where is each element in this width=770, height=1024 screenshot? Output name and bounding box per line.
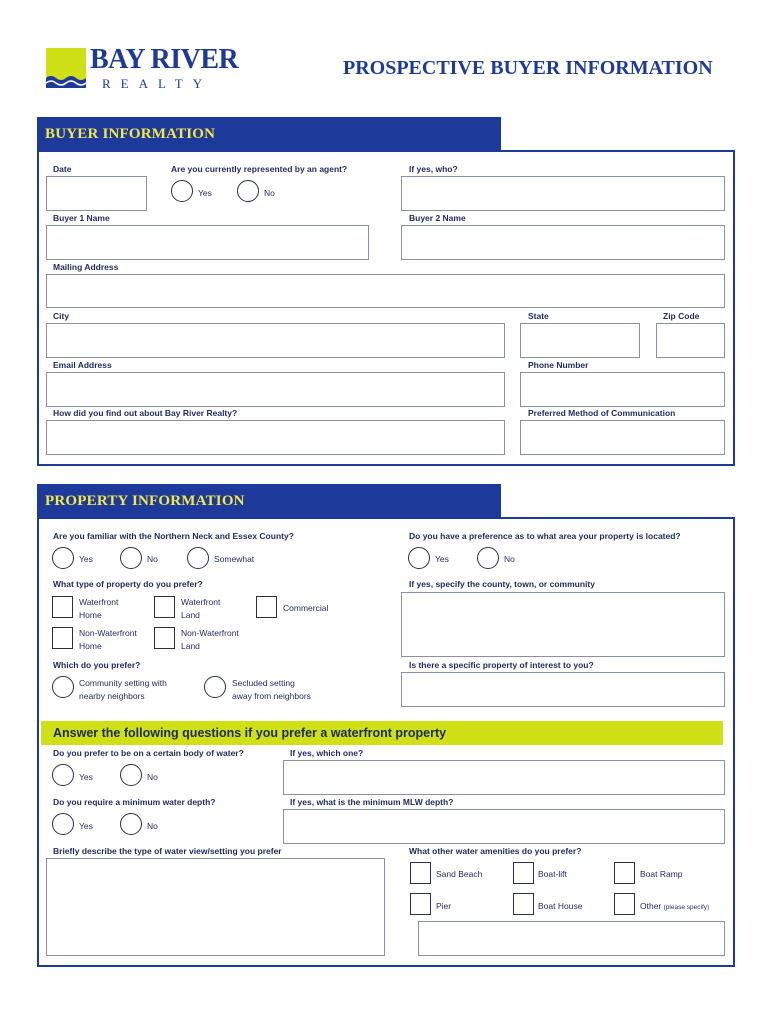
area-yes-label: Yes <box>435 554 449 564</box>
represented-label: Are you currently represented by an agent? <box>171 164 348 174</box>
email-field[interactable] <box>46 372 505 407</box>
buyer2-field[interactable] <box>401 225 725 260</box>
familiar-no-radio[interactable] <box>120 547 142 569</box>
community-setting-label: Community setting with nearby neighbors <box>79 678 167 701</box>
buyer1-field[interactable] <box>46 225 369 260</box>
body-water-yes-label: Yes <box>79 772 93 782</box>
mailing-label: Mailing Address <box>53 262 119 272</box>
water-depth-label: Do you require a minimum water depth? <box>53 797 216 807</box>
date-field[interactable] <box>46 176 147 211</box>
waterfront-home-checkbox[interactable] <box>52 596 73 618</box>
sand-beach-checkbox[interactable] <box>410 862 431 884</box>
agent-who-label: If yes, who? <box>409 164 458 174</box>
waterfront-land-checkbox[interactable] <box>154 596 175 618</box>
state-field[interactable] <box>520 323 640 358</box>
city-label: City <box>53 311 70 321</box>
boat-house-label: Boat House <box>538 901 583 911</box>
other-amenity-checkbox[interactable] <box>614 893 635 915</box>
represented-yes-label: Yes <box>198 188 212 198</box>
body-water-no-radio[interactable] <box>120 764 142 786</box>
water-depth-yes-radio[interactable] <box>52 813 74 835</box>
phone-label: Phone Number <box>528 360 589 370</box>
page-title: PROSPECTIVE BUYER INFORMATION <box>343 57 713 79</box>
boat-ramp-checkbox[interactable] <box>614 862 635 884</box>
water-depth-yes-label: Yes <box>79 821 93 831</box>
non-waterfront-home-checkbox[interactable] <box>52 627 73 649</box>
specify-community-field[interactable] <box>401 592 725 657</box>
non-waterfront-land-label: Non-Waterfront Land <box>181 628 239 651</box>
specify-community-label: If yes, specify the county, town, or community <box>409 579 595 589</box>
waterfront-home-label: Waterfront Home <box>79 597 119 620</box>
buyer2-label: Buyer 2 Name <box>409 213 466 223</box>
other-amenity-field[interactable] <box>418 921 725 956</box>
other-amenity-label: Other (please specify) <box>640 901 710 911</box>
area-no-label: No <box>504 554 515 564</box>
city-field[interactable] <box>46 323 505 358</box>
familiar-somewhat-label: Somewhat <box>214 554 255 564</box>
body-water-yes-radio[interactable] <box>52 764 74 786</box>
represented-yes-radio[interactable] <box>171 180 193 202</box>
preferred-comm-field[interactable] <box>520 420 725 455</box>
logo-line1: BAY RIVER <box>90 44 239 75</box>
find-out-label: How did you find out about Bay River Realty? <box>53 408 238 418</box>
body-water-label: Do you prefer to be on a certain body of water? <box>53 748 244 758</box>
specific-property-label: Is there a specific property of interest to you? <box>409 660 594 670</box>
date-label: Date <box>53 164 72 174</box>
water-depth-no-radio[interactable] <box>120 813 142 835</box>
which-prefer-label: Which do you prefer? <box>53 660 141 670</box>
property-heading: PROPERTY INFORMATION <box>37 484 501 518</box>
boat-lift-checkbox[interactable] <box>513 862 534 884</box>
mlw-depth-label: If yes, what is the minimum MLW depth? <box>290 797 454 807</box>
state-label: State <box>528 311 549 321</box>
waterfront-heading: Answer the following questions if you prefer a waterfront property <box>41 721 723 745</box>
preferred-comm-label: Preferred Method of Communication <box>528 408 676 418</box>
mailing-field[interactable] <box>46 274 725 308</box>
logo <box>46 44 239 94</box>
boat-ramp-label: Boat Ramp <box>640 869 683 879</box>
familiar-no-label: No <box>147 554 158 564</box>
water-view-field[interactable] <box>46 858 385 956</box>
familiar-yes-radio[interactable] <box>52 547 74 569</box>
water-depth-no-label: No <box>147 821 158 831</box>
property-type-label: What type of property do you prefer? <box>53 579 203 589</box>
zip-field[interactable] <box>656 323 725 358</box>
buyer1-label: Buyer 1 Name <box>53 213 110 223</box>
non-waterfront-home-label: Non-Waterfront Home <box>79 628 137 651</box>
area-pref-label: Do you have a preference as to what area your property is located? <box>409 531 681 541</box>
zip-label: Zip Code <box>663 311 700 321</box>
represented-no-radio[interactable] <box>237 180 259 202</box>
familiar-somewhat-radio[interactable] <box>187 547 209 569</box>
mlw-depth-field[interactable] <box>283 809 725 844</box>
represented-no-label: No <box>264 188 275 198</box>
waterfront-land-label: Waterfront Land <box>181 597 221 620</box>
pier-checkbox[interactable] <box>410 893 431 915</box>
commercial-checkbox[interactable] <box>256 596 277 618</box>
secluded-setting-label: Secluded setting away from neighbors <box>232 678 311 701</box>
logo-mark <box>46 48 86 88</box>
amenities-label: What other water amenities do you prefer? <box>409 846 582 856</box>
pier-label: Pier <box>436 901 452 911</box>
find-out-field[interactable] <box>46 420 505 455</box>
community-setting-radio[interactable] <box>52 676 74 698</box>
familiar-label: Are you familiar with the Northern Neck and Essex County? <box>53 531 294 541</box>
other-amenity-note: (please specify) <box>663 904 710 911</box>
buyer-heading: BUYER INFORMATION <box>37 117 501 151</box>
secluded-setting-radio[interactable] <box>204 676 226 698</box>
familiar-yes-label: Yes <box>79 554 93 564</box>
commercial-label: Commercial <box>283 603 329 613</box>
specific-property-field[interactable] <box>401 672 725 707</box>
which-body-field[interactable] <box>283 760 725 795</box>
phone-field[interactable] <box>520 372 725 407</box>
non-waterfront-land-checkbox[interactable] <box>154 627 175 649</box>
which-body-label: If yes, which one? <box>290 748 364 758</box>
area-yes-radio[interactable] <box>408 547 430 569</box>
body-water-no-label: No <box>147 772 158 782</box>
logo-line2: REALTY <box>102 76 213 91</box>
boat-house-checkbox[interactable] <box>513 893 534 915</box>
area-no-radio[interactable] <box>477 547 499 569</box>
water-view-label: Briefly describe the type of water view/setting you prefer <box>53 846 282 856</box>
sand-beach-label: Sand Beach <box>436 869 483 879</box>
boat-lift-label: Boat-lift <box>538 869 567 879</box>
agent-who-field[interactable] <box>401 176 725 211</box>
email-label: Email Address <box>53 360 112 370</box>
